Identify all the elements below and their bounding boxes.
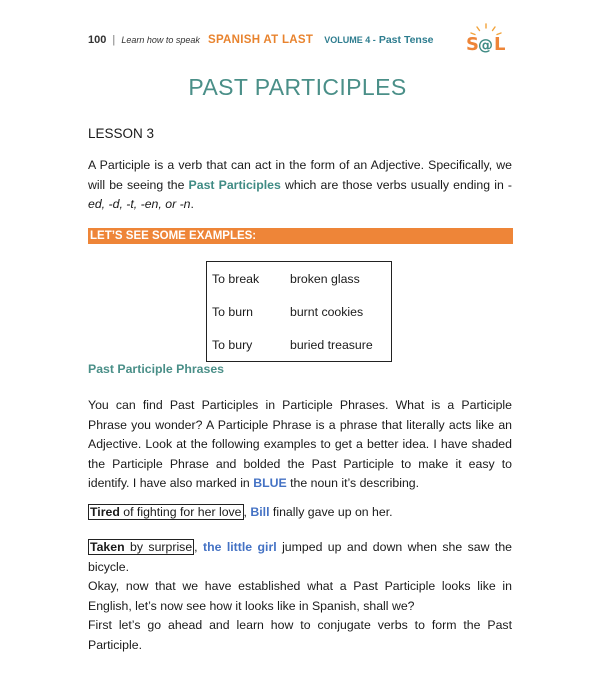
body-blue-word: BLUE: [253, 476, 287, 490]
comma: ,: [243, 505, 251, 519]
comma: ,: [194, 540, 203, 554]
examples-banner: LET’S SEE SOME EXAMPLES:: [88, 228, 513, 244]
closing-line-2: First let’s go ahead and learn how to conjugate verbs to form the Past Participle.: [88, 618, 512, 652]
phrase-cell: broken glass: [290, 271, 360, 286]
page-number: 100: [88, 34, 107, 46]
intro-text-2: which are those verbs usually ending in -: [280, 177, 512, 192]
header-learn-text: Learn how to speak: [121, 35, 200, 45]
page-title: PAST PARTICIPLES: [188, 74, 407, 100]
intro-paragraph: [88, 156, 512, 215]
intro-endings: ed, -d, -t, -en, or -n: [88, 197, 191, 211]
described-noun: Bill: [250, 505, 270, 519]
body-paragraph: [88, 396, 512, 494]
header-series-title: SPANISH AT LAST: [207, 34, 314, 46]
participle-word: Tired: [90, 505, 120, 519]
body-text-2: the noun it’s describing.: [286, 476, 420, 490]
header-separator: |: [112, 34, 116, 46]
intro-text-1: A Participle is a verb that can act in the form of an Adjective. Specifically, we will be seeing the: [88, 158, 512, 192]
example-sentence-1: [88, 503, 512, 523]
described-noun: the little girl: [203, 540, 277, 554]
phrase-rest: by surprise: [124, 540, 193, 554]
body-text-1: You can find Past Participles in Participle Phrases. What is a Participle Phrase you wonder? A Participle Phrase is a phrase that literally acts like an Adjective. Look at the following examples to get a better idea. I have shaded the Participle Phrase and bolded the Past Participle to make it easy to identify. I have also marked in: [88, 398, 512, 490]
page-header: [88, 34, 434, 54]
sentence-tail: jumped up and down when she saw the bicycle.: [88, 540, 512, 574]
participle-phrase-box: [88, 504, 244, 520]
header-volume: VOLUME 4 -: [324, 35, 376, 45]
verb-cell: To bury: [212, 337, 253, 352]
intro-text-3: .: [190, 197, 194, 211]
example-sentence-2: [88, 538, 512, 655]
lesson-label: LESSON 3: [88, 126, 155, 141]
subheading: Past Participle Phrases: [88, 362, 225, 376]
participle-phrase-box: [88, 539, 194, 555]
intro-highlight: Past Participles: [188, 177, 281, 192]
sal-logo-icon: [464, 22, 508, 56]
sentence-tail: finally gave up on her.: [269, 505, 393, 519]
logo-l: L: [494, 34, 506, 55]
phrase-cell: burnt cookies: [290, 304, 364, 319]
header-tense: Past Tense: [378, 34, 434, 46]
logo-lettering: S: [466, 34, 479, 55]
table-row: [207, 295, 392, 328]
logo-at: @: [478, 36, 493, 54]
examples-table: [206, 261, 392, 362]
participle-word: Taken: [90, 540, 125, 554]
verb-cell: To burn: [212, 304, 254, 319]
phrase-rest: of fighting for her love: [119, 505, 242, 519]
phrase-cell: buried treasure: [290, 337, 373, 352]
verb-cell: To break: [212, 271, 260, 286]
table-row: [207, 328, 392, 362]
closing-line-1: Okay, now that we have established what a Past Participle looks like in English, let’s now see how it looks like in Spanish, shall we?: [88, 579, 512, 613]
table-row: [207, 262, 392, 296]
